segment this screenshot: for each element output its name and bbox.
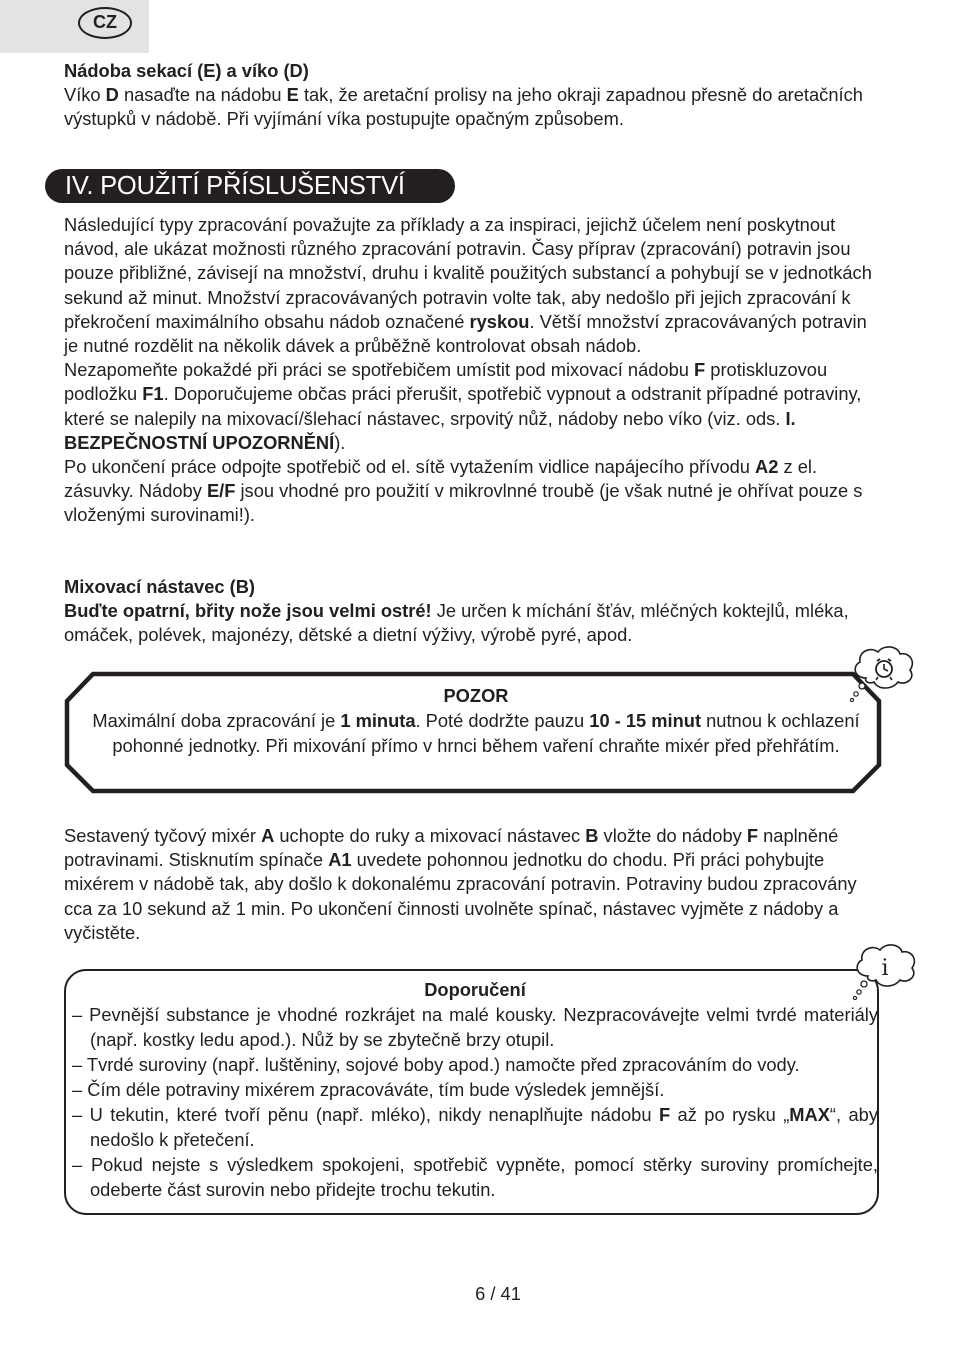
language-badge: CZ (78, 7, 132, 39)
alarm-clock-icon (846, 642, 918, 706)
recommendation-content (72, 977, 878, 1202)
language-tab (0, 0, 149, 53)
info-icon (850, 940, 920, 1004)
intro-paragraph-1: Následující typy zpracování považujte za příklady a za inspiraci, jejichž účelem není poskytnout návod, ale ukázat možnosti různého zpracování potravin. Časy příprav (zpracování) potravin jsou pouze přibližné, závisejí na množství, druhu i kvalitě použitých substancí a pohybují se v jednotkách sekund až minut. Množství zpracovávaných potravin volte tak, aby nedošlo při jejich zpracování k překročení maximálního obsahu nádob označené ryskou. Větší množství zpracovávaných potravin je nutné rozdělit na několik dávek a průběžně kontrolovat obsah nádob. (64, 214, 872, 357)
page-number: 6 / 41 (475, 1283, 521, 1304)
caution-text: Maximální doba zpracování je 1 minuta. Poté dodržte pauzu 10 - 15 minut nutnou k ochlazení pohonné jednotky. Při mixování přímo v hrnci během vaření chraňte mixér před přehřátím. (92, 710, 860, 756)
recommendation-item: – Pevnější substance je vhodné rozkrájet na malé kousky. Nezpracovávejte velmi tvrdé materiály (např. kostky ledu apod.). Nůž by se zbytečně brzy otupil. (72, 1004, 878, 1050)
blender-heading: Mixovací nástavec (B) (64, 576, 256, 597)
blender-section (64, 575, 884, 648)
bowl-lid-text: Víko D nasaďte na nádobu E tak, že aretační prolisy na jeho okraji zapadnou přesně do aretačních výstupků v nádobě. Při vyjímání víka postupujte opačným způsobem. (64, 84, 863, 130)
intro-paragraph-3: Po ukončení práce odpojte spotřebič od el. sítě vytažením vidlice napájecího přívodu A2 z el. zásuvky. Nádoby E/F jsou vhodné pro použití v mikrovlnné troubě (je však nutné je ohřívat pouze s vloženými surovinami!). (64, 456, 863, 526)
intro-section (64, 213, 884, 528)
bowl-lid-heading: Nádoba sekací (E) a víko (D) (64, 60, 309, 81)
recommendation-title: Doporučení (424, 979, 526, 1000)
bowl-lid-section (64, 59, 884, 132)
recommendation-item: – Tvrdé suroviny (např. luštěniny, sojové boby apod.) namočte před zpracováním do vody. (72, 1054, 800, 1075)
recommendation-item: – Čím déle potraviny mixérem zpracováváte, tím bude výsledek jemnější. (72, 1079, 665, 1100)
usage-section (64, 824, 884, 945)
intro-paragraph-2: Nezapomeňte pokaždé při práci se spotřebičem umístit pod mixovací nádobu F protiskluzovou podložku F1. Doporučujeme občas práci přerušit, spotřebič vypnout a odstranit případné potraviny, které se nalepily na mixovací/šlehací nástavec, srpovitý nůž, nádoby nebo víko (viz. ods. I. BEZPEČNOSTNÍ UPOZORNĚNÍ). (64, 359, 862, 453)
svg-text:i: i (881, 956, 889, 981)
usage-text: Sestavený tyčový mixér A uchopte do ruky a mixovací nástavec B vložte do nádoby F naplněné potravinami. Stisknutím spínače A1 uvedete pohonnou jednotku do chodu. Při práci pohybujte mixérem v nádobě tak, aby došlo k dokonalému zpracování potravin. Potraviny budou zpracovány cca za 10 sekund až 1 min. Po ukončení činnosti uvolněte spínač, nástavec vyjměte z nádoby a vyčistěte. (64, 825, 857, 943)
recommendation-item: – Pokud nejste s výsledkem spokojeni, spotřebič vypněte, pomocí stěrky suroviny promíchejte, odeberte část surovin nebo přidejte trochu tekutin. (72, 1154, 878, 1200)
caution-title: POZOR (443, 685, 509, 706)
blender-text: Buďte opatrní, břity nože jsou velmi ostré! Je určen k míchání šťáv, mléčných koktejlů, mléka, omáček, polévek, majonézy, dětské a dietní výživy, výrobě pyré, apod. (64, 600, 849, 646)
recommendation-item: – U tekutin, které tvoří pěnu (např. mléko), nikdy nenaplňujte nádobu F až po rysku „MAX“, aby nedošlo k přetečení. (72, 1104, 878, 1150)
section-title: IV. POUŽITÍ PŘÍSLUŠENSTVÍ (45, 169, 455, 203)
caution-box (63, 671, 883, 795)
